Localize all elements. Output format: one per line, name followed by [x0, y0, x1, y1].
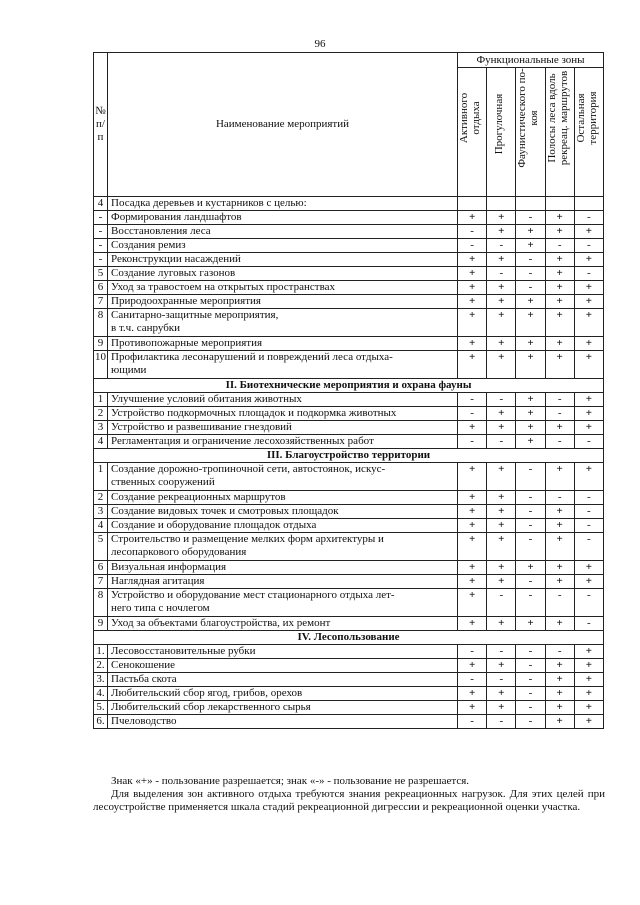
table-row [94, 421, 604, 435]
zone-permission-cell: + [516, 561, 545, 575]
measure-name: Любительский сбор лекарственного сырья [108, 701, 458, 715]
table-row [94, 561, 604, 575]
zone-permission-cell: - [487, 267, 516, 281]
zone-permission-cell: + [487, 575, 516, 589]
zone-permission-cell: + [574, 715, 603, 729]
zone-permission-cell: + [487, 309, 516, 337]
zone-permission-cell: + [458, 519, 487, 533]
row-number: 3 [94, 505, 108, 519]
zone-permission-cell: + [487, 211, 516, 225]
table-body [94, 197, 604, 729]
measure-name: Строительство и размещение мелких форм архитектуры и лесопаркового оборудования [108, 533, 458, 561]
measure-name: Создание дорожно-тропиночной сети, автостоянок, искус- ственных сооружений [108, 463, 458, 491]
measure-name: Устройство и оборудование мест стационарного отдыха лет- него типа с ночлегом [108, 589, 458, 617]
zone-permission-cell: - [545, 435, 574, 449]
zone-permission-cell: + [458, 701, 487, 715]
row-number: - [94, 239, 108, 253]
zone-permission-cell: + [516, 435, 545, 449]
measure-name: Создание рекреационных маршрутов [108, 491, 458, 505]
zone-permission-cell: - [516, 253, 545, 267]
zone-permission-cell: + [458, 659, 487, 673]
zone-permission-cell: + [574, 253, 603, 267]
zone-permission-cell: - [458, 715, 487, 729]
zone-permission-cell: + [487, 225, 516, 239]
zone-permission-cell: - [516, 267, 545, 281]
measure-name: Визуальная информация [108, 561, 458, 575]
zone-permission-cell: + [487, 253, 516, 267]
table-row [94, 309, 604, 337]
zone-permission-cell: - [545, 491, 574, 505]
measure-name: Создание и оборудование площадок отдыха [108, 519, 458, 533]
zone-permission-cell: + [458, 295, 487, 309]
zone-permission-cell: - [458, 393, 487, 407]
measure-name: Реконструкции насаждений [108, 253, 458, 267]
header-zone-label: Прогулочная [493, 93, 506, 155]
header-zone-label: Полосы леса вдоль рекреац. маршрутов [545, 70, 570, 166]
zone-permission-cell: + [574, 659, 603, 673]
table-row [94, 659, 604, 673]
zone-permission-cell: + [574, 309, 603, 337]
zone-permission-cell: + [516, 393, 545, 407]
measures-table-container [93, 52, 603, 729]
functional-zones-table [93, 52, 604, 729]
zone-permission-cell: + [545, 309, 574, 337]
row-number: 9 [94, 617, 108, 631]
measure-name: Уход за травостоем на открытых пространствах [108, 281, 458, 295]
measure-name: Пчеловодство [108, 715, 458, 729]
paragraph-text: Для выделения зон активного отдыха требуются знания рекреационных нагрузок. Для этих целей при лесоустройстве применяется шкала стадий рекреационной дигрессии и рекреационной оценки участка. [93, 788, 605, 813]
zone-permission-cell: + [487, 295, 516, 309]
zone-permission-cell: - [545, 407, 574, 421]
zone-permission-cell: + [545, 253, 574, 267]
zone-permission-cell: - [574, 617, 603, 631]
zone-permission-cell: - [516, 281, 545, 295]
zone-permission-cell [545, 197, 574, 211]
row-number: 3. [94, 673, 108, 687]
notes [93, 775, 605, 814]
zone-permission-cell: + [574, 701, 603, 715]
zone-permission-cell: - [574, 505, 603, 519]
table-row [94, 491, 604, 505]
zone-permission-cell: + [516, 351, 545, 379]
measure-name: Улучшение условий обитания животных [108, 393, 458, 407]
zone-permission-cell: + [545, 337, 574, 351]
zone-permission-cell: + [487, 463, 516, 491]
zone-permission-cell: - [458, 407, 487, 421]
table-row [94, 533, 604, 561]
zone-permission-cell: + [487, 659, 516, 673]
header-zone-1 [458, 68, 487, 197]
zone-permission-cell: - [516, 673, 545, 687]
row-number: - [94, 253, 108, 267]
zone-permission-cell: + [545, 505, 574, 519]
table-row [94, 211, 604, 225]
row-number: 7 [94, 295, 108, 309]
zone-permission-cell: - [574, 491, 603, 505]
zone-permission-cell: + [574, 351, 603, 379]
zone-permission-cell: + [516, 407, 545, 421]
table-row [94, 239, 604, 253]
table-row [94, 715, 604, 729]
zone-permission-cell: + [487, 505, 516, 519]
zone-permission-cell: + [545, 421, 574, 435]
measure-name: Формирования ландшафтов [108, 211, 458, 225]
row-number: 4 [94, 519, 108, 533]
zone-permission-cell: + [487, 533, 516, 561]
row-number: - [94, 211, 108, 225]
zone-permission-cell: + [487, 701, 516, 715]
zone-permission-cell: + [545, 701, 574, 715]
row-number: 5 [94, 267, 108, 281]
row-number: 4. [94, 687, 108, 701]
row-number: 6 [94, 281, 108, 295]
table-row [94, 393, 604, 407]
section-header-row [94, 449, 604, 463]
header-zone-label: Остальная территория [574, 91, 599, 145]
measure-name: Противопожарные мероприятия [108, 337, 458, 351]
table-row [94, 589, 604, 617]
zone-permission-cell: - [545, 393, 574, 407]
header-zone-5 [574, 68, 603, 197]
section-title: III. Благоустройство территории [94, 449, 604, 463]
table-row [94, 253, 604, 267]
table-row [94, 351, 604, 379]
zone-permission-cell: + [545, 659, 574, 673]
measure-name: Создания ремиз [108, 239, 458, 253]
zone-permission-cell: - [574, 267, 603, 281]
zone-permission-cell: + [574, 687, 603, 701]
header-zone-4 [545, 68, 574, 197]
zone-permission-cell: - [487, 645, 516, 659]
zone-permission-cell: + [487, 617, 516, 631]
table-row [94, 673, 604, 687]
zone-permission-cell: + [574, 281, 603, 295]
zone-permission-cell: - [516, 589, 545, 617]
row-number: 6. [94, 715, 108, 729]
zone-permission-cell: + [545, 687, 574, 701]
zone-permission-cell: + [487, 351, 516, 379]
zone-permission-cell: + [458, 491, 487, 505]
section-title: II. Биотехнические мероприятия и охрана фауны [94, 379, 604, 393]
zone-permission-cell: + [458, 575, 487, 589]
legend-note: Знак «+» - пользование разрешается; знак «-» - пользование не разрешается. [111, 775, 470, 787]
zone-permission-cell: + [516, 337, 545, 351]
zone-permission-cell: + [458, 505, 487, 519]
zone-permission-cell: - [487, 435, 516, 449]
measure-name: Устройство подкормочных площадок и подкормка животных [108, 407, 458, 421]
zone-permission-cell: - [487, 393, 516, 407]
zone-permission-cell: + [458, 253, 487, 267]
zone-permission-cell: - [516, 491, 545, 505]
measure-name: Наглядная агитация [108, 575, 458, 589]
table-row [94, 337, 604, 351]
table-row [94, 645, 604, 659]
table-row [94, 701, 604, 715]
section-title: IV. Лесопользование [94, 631, 604, 645]
zone-permission-cell: + [458, 421, 487, 435]
zone-permission-cell: - [545, 645, 574, 659]
zone-permission-cell: - [516, 687, 545, 701]
row-number: 6 [94, 561, 108, 575]
table-row [94, 505, 604, 519]
row-number: 2 [94, 491, 108, 505]
row-number: 8 [94, 309, 108, 337]
zone-permission-cell [487, 197, 516, 211]
zone-permission-cell: - [516, 715, 545, 729]
zone-permission-cell: + [574, 561, 603, 575]
zone-permission-cell: + [458, 617, 487, 631]
zone-permission-cell: - [458, 673, 487, 687]
section-header-row [94, 631, 604, 645]
zone-permission-cell: + [545, 211, 574, 225]
header-zone-label: Фаунистического по- коя [516, 68, 541, 168]
zone-permission-cell: - [516, 533, 545, 561]
zone-permission-cell: - [574, 533, 603, 561]
zone-permission-cell: - [516, 701, 545, 715]
measure-name: Создание видовых точек и смотровых площадок [108, 505, 458, 519]
header-zones-title: Функциональные зоны [458, 53, 604, 68]
zone-permission-cell: - [487, 589, 516, 617]
measure-name: Пастьба скота [108, 673, 458, 687]
zone-permission-cell: + [545, 225, 574, 239]
zone-permission-cell: + [458, 309, 487, 337]
measure-name: Уход за объектами благоустройства, их ремонт [108, 617, 458, 631]
section-header-row [94, 379, 604, 393]
zone-permission-cell: - [516, 659, 545, 673]
measure-name: Посадка деревьев и кустарников с целью: [108, 197, 458, 211]
zone-permission-cell: - [487, 673, 516, 687]
table-row [94, 519, 604, 533]
zone-permission-cell: + [458, 337, 487, 351]
zone-permission-cell: + [545, 575, 574, 589]
table-row [94, 281, 604, 295]
table-row [94, 435, 604, 449]
zone-permission-cell: + [545, 351, 574, 379]
zone-permission-cell: - [574, 211, 603, 225]
zone-permission-cell: - [574, 589, 603, 617]
zone-permission-cell: + [516, 421, 545, 435]
row-number: 7 [94, 575, 108, 589]
row-number: 10 [94, 351, 108, 379]
table-row [94, 407, 604, 421]
zone-permission-cell: + [487, 407, 516, 421]
zone-permission-cell [458, 197, 487, 211]
zone-permission-cell: - [458, 239, 487, 253]
zone-permission-cell: + [487, 421, 516, 435]
measure-name: Устройство и развешивание гнездовий [108, 421, 458, 435]
zone-permission-cell: + [458, 267, 487, 281]
zone-permission-cell: + [545, 617, 574, 631]
zone-permission-cell: - [516, 645, 545, 659]
zone-permission-cell: + [574, 393, 603, 407]
row-number: 8 [94, 589, 108, 617]
row-number: 4 [94, 435, 108, 449]
zone-permission-cell: - [516, 211, 545, 225]
zone-permission-cell: + [574, 673, 603, 687]
zone-permission-cell: + [545, 295, 574, 309]
zone-permission-cell: - [458, 435, 487, 449]
zone-permission-cell: + [487, 491, 516, 505]
zone-permission-cell: - [545, 589, 574, 617]
zone-permission-cell: - [516, 575, 545, 589]
row-number: - [94, 225, 108, 239]
zone-permission-cell: + [487, 687, 516, 701]
row-number: 4 [94, 197, 108, 211]
zone-permission-cell: + [574, 421, 603, 435]
zone-permission-cell: + [574, 295, 603, 309]
measure-name: Любительский сбор ягод, грибов, орехов [108, 687, 458, 701]
zone-permission-cell: + [458, 281, 487, 295]
table-row [94, 197, 604, 211]
table-row [94, 617, 604, 631]
zone-permission-cell: + [487, 337, 516, 351]
row-number: 1 [94, 463, 108, 491]
measure-name: Санитарно-защитные мероприятия, в т.ч. санрубки [108, 309, 458, 337]
zone-permission-cell: + [545, 673, 574, 687]
zone-permission-cell: - [574, 435, 603, 449]
row-number: 1. [94, 645, 108, 659]
zone-permission-cell: - [458, 225, 487, 239]
zone-permission-cell: + [574, 225, 603, 239]
zone-permission-cell: + [458, 211, 487, 225]
header-zone-label: Активного отдыха [458, 92, 483, 144]
zone-permission-cell: - [516, 463, 545, 491]
row-number: 5. [94, 701, 108, 715]
row-number: 5 [94, 533, 108, 561]
zone-permission-cell: - [516, 505, 545, 519]
table-row [94, 687, 604, 701]
zone-permission-cell: + [574, 337, 603, 351]
zone-permission-cell: + [516, 309, 545, 337]
zone-permission-cell: + [458, 463, 487, 491]
zone-permission-cell: - [487, 239, 516, 253]
measure-name: Восстановления леса [108, 225, 458, 239]
zone-permission-cell: + [516, 295, 545, 309]
zone-permission-cell: + [458, 687, 487, 701]
table-row [94, 575, 604, 589]
zone-permission-cell: + [458, 351, 487, 379]
zone-permission-cell: + [516, 225, 545, 239]
zone-permission-cell: + [574, 575, 603, 589]
zone-permission-cell: + [545, 463, 574, 491]
table-row [94, 267, 604, 281]
zone-permission-cell: - [458, 645, 487, 659]
zone-permission-cell: + [516, 239, 545, 253]
zone-permission-cell: + [487, 561, 516, 575]
zone-permission-cell: + [545, 267, 574, 281]
zone-permission-cell: - [545, 239, 574, 253]
header-zone-3 [516, 68, 545, 197]
zone-permission-cell: + [574, 407, 603, 421]
measure-name: Сенокошение [108, 659, 458, 673]
zone-permission-cell: - [516, 519, 545, 533]
measure-name: Создание луговых газонов [108, 267, 458, 281]
row-number: 2. [94, 659, 108, 673]
row-number: 1 [94, 393, 108, 407]
zone-permission-cell: + [574, 463, 603, 491]
header-zone-2 [487, 68, 516, 197]
zone-permission-cell: - [487, 715, 516, 729]
zone-permission-cell: + [516, 617, 545, 631]
table-row [94, 463, 604, 491]
zone-permission-cell: + [458, 533, 487, 561]
zone-permission-cell [574, 197, 603, 211]
zone-permission-cell: + [545, 561, 574, 575]
measure-name: Природоохранные мероприятия [108, 295, 458, 309]
table-row [94, 225, 604, 239]
row-number: 2 [94, 407, 108, 421]
zone-permission-cell [516, 197, 545, 211]
zone-permission-cell: + [545, 533, 574, 561]
zone-permission-cell: - [574, 239, 603, 253]
header-name: Наименование мероприятий [108, 53, 458, 197]
measure-name: Профилактика лесонарушений и повреждений леса отдыха- ющими [108, 351, 458, 379]
zone-permission-cell: + [545, 281, 574, 295]
zone-permission-cell: + [545, 519, 574, 533]
page-number: 96 [314, 38, 326, 50]
zone-permission-cell: + [574, 645, 603, 659]
zone-permission-cell: + [458, 561, 487, 575]
zone-permission-cell: - [574, 519, 603, 533]
row-number: 3 [94, 421, 108, 435]
measure-name: Лесовосстановительные рубки [108, 645, 458, 659]
header-number: № п/п [94, 53, 108, 197]
zone-permission-cell: + [458, 589, 487, 617]
zone-permission-cell: + [487, 519, 516, 533]
zone-permission-cell: + [487, 281, 516, 295]
measure-name: Регламентация и ограничение лесохозяйственных работ [108, 435, 458, 449]
row-number: 9 [94, 337, 108, 351]
zone-permission-cell: + [545, 715, 574, 729]
table-row [94, 295, 604, 309]
